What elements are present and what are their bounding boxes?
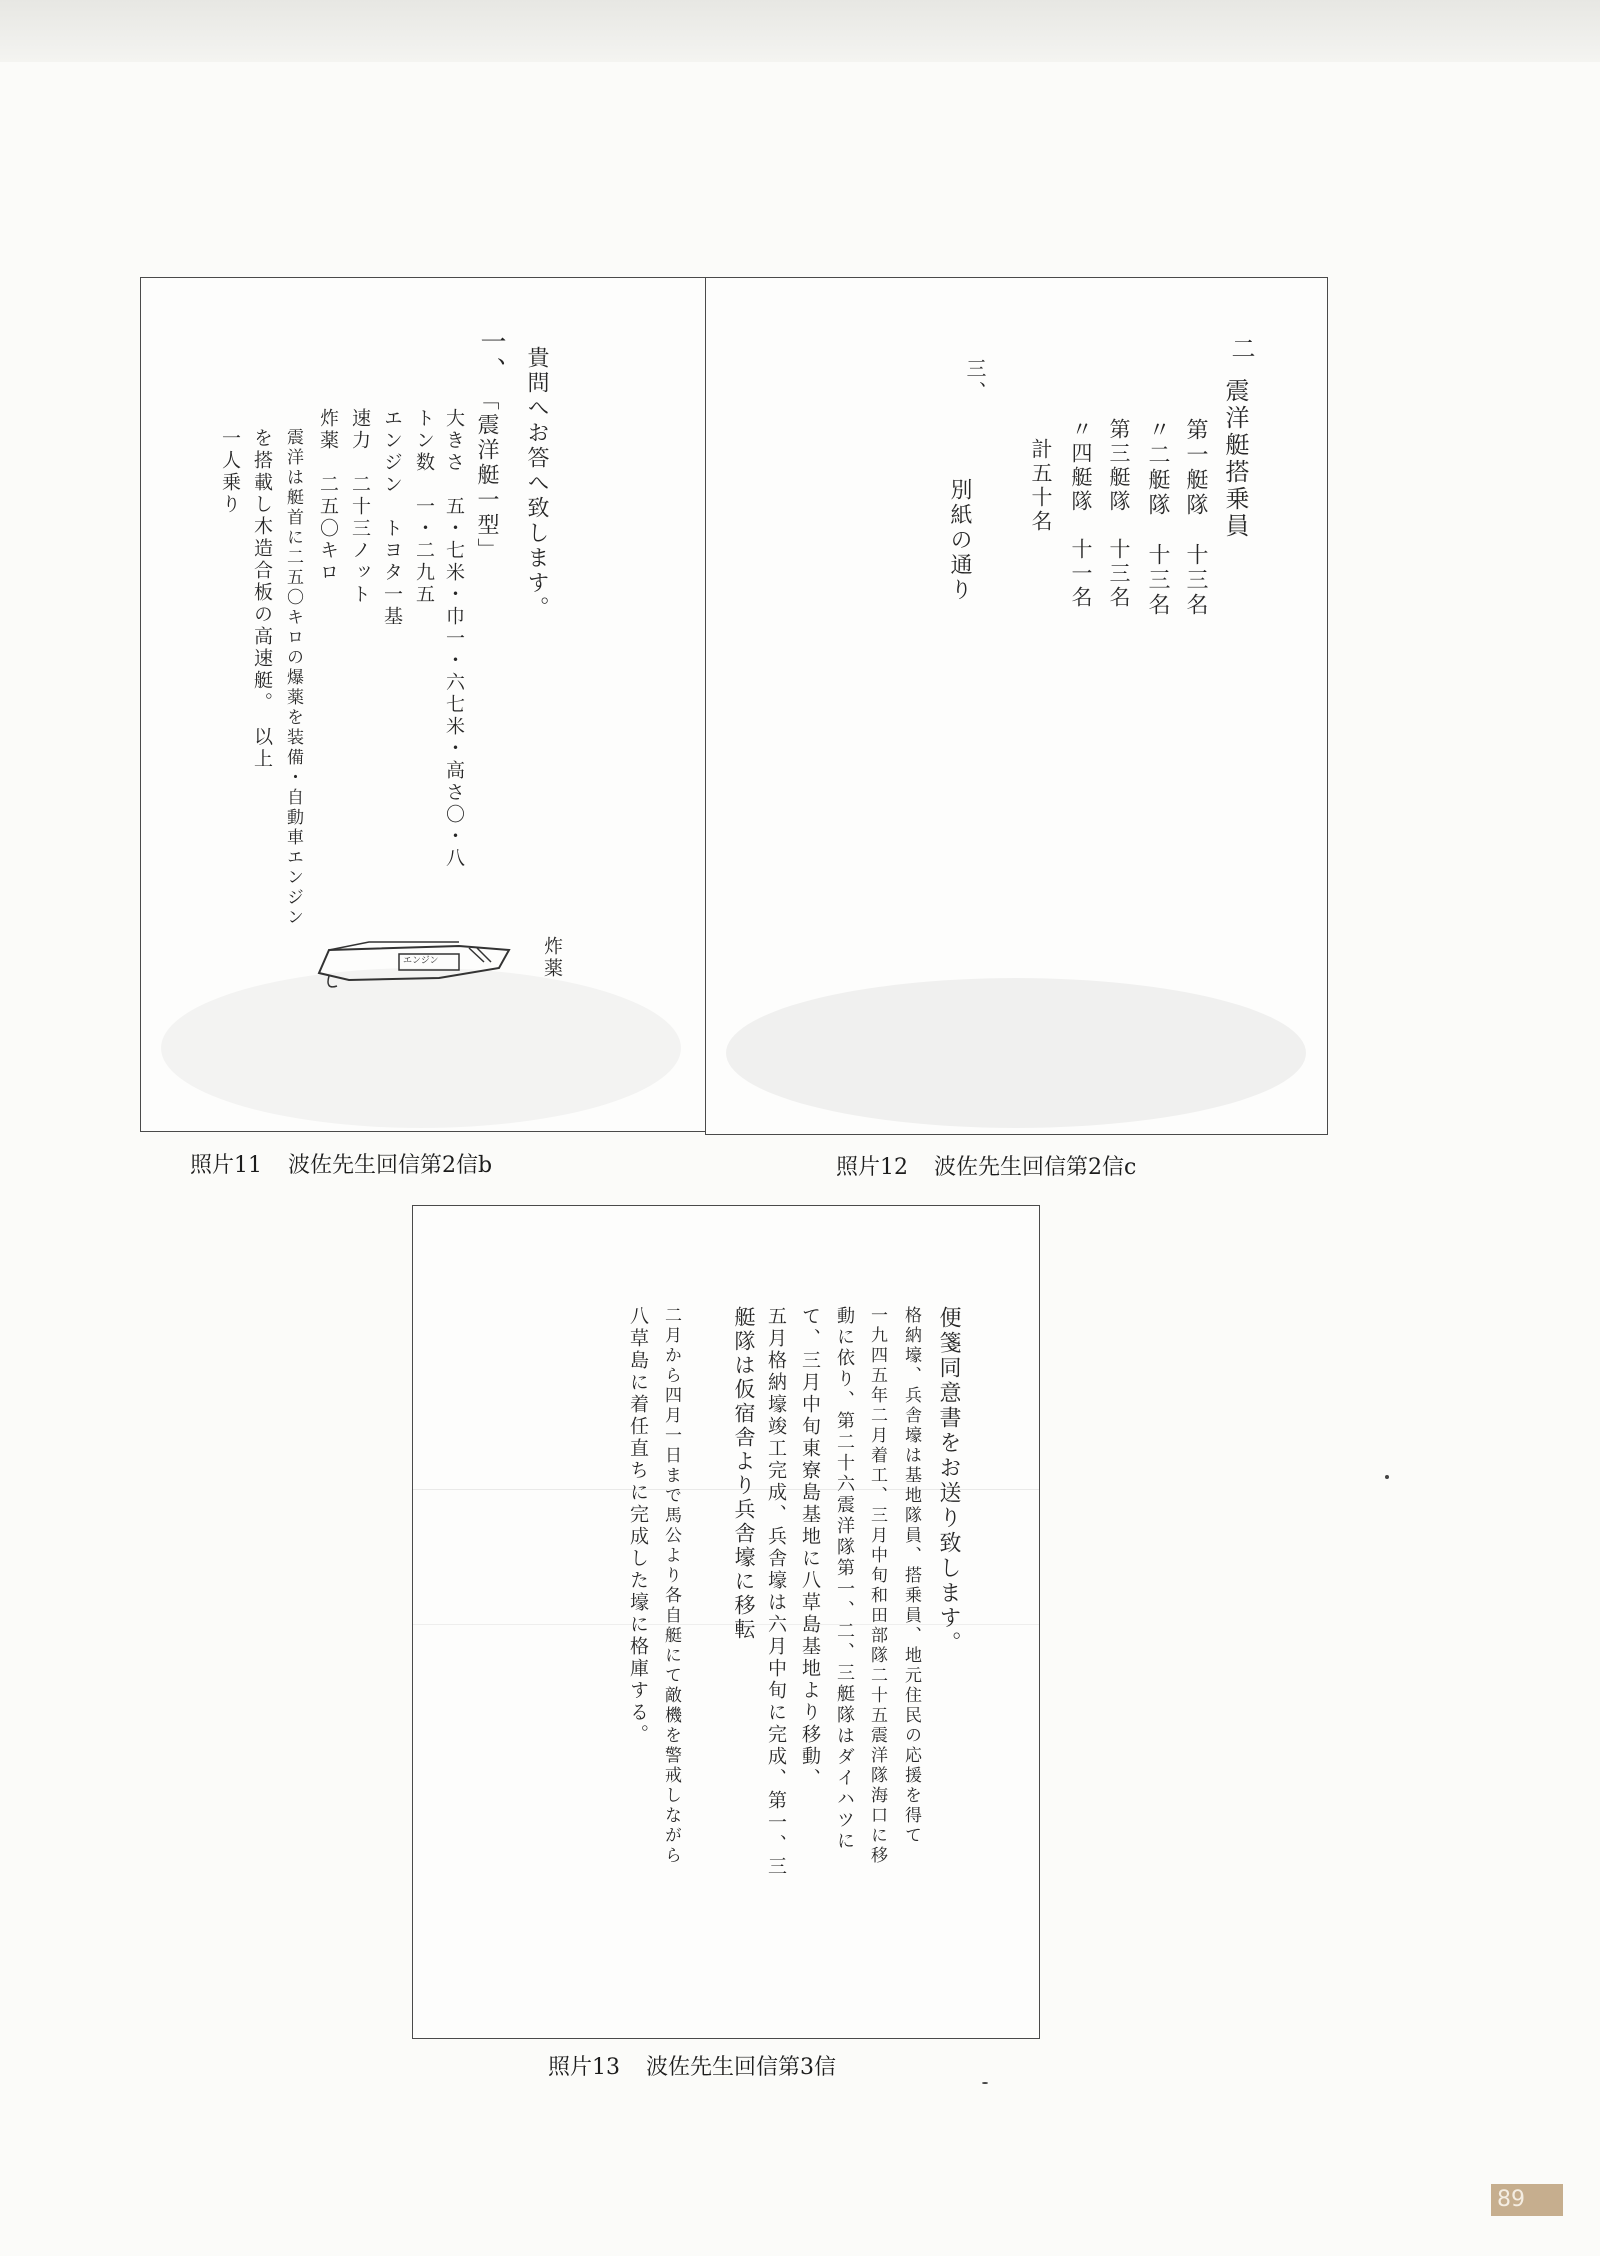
handwritten-line: 二月から四月一日まで馬公より各自艇にて敵機を警戒しながら <box>661 1306 681 1866</box>
handwritten-line: 一、 <box>476 328 506 386</box>
photo-12-caption: 照片12 波佐先生回信第2信c <box>836 1155 1137 1180</box>
photo-13-caption: 照片13 波佐先生回信第3信 <box>548 2055 836 2080</box>
handwritten-line: トン数 一・二九五 <box>413 408 435 606</box>
handwritten-line: エンジン トヨタ一基 <box>381 408 403 628</box>
handwritten-line: て、三月中旬東寮島基地に八草島基地より移動、 <box>799 1306 821 1790</box>
handwritten-line: 震洋艇搭乗員 <box>1221 378 1249 540</box>
handwritten-line: 〃四艇隊 十一名 <box>1069 418 1093 610</box>
handwritten-line: 五月格納壕竣工完成、兵舎壕は六月中旬に完成、第一、三 <box>765 1306 787 1878</box>
page-number: 89 <box>1491 2184 1563 2216</box>
handwritten-line: 〃二艇隊 十三名 <box>1145 418 1170 618</box>
handwritten-line: 二 <box>1227 336 1255 363</box>
photo-11-letter <box>140 277 713 1132</box>
sketch-caption: 炸薬 <box>541 936 563 980</box>
handwritten-line: 三、 <box>963 358 987 404</box>
photo-12-letter <box>705 277 1328 1135</box>
handwritten-line: 第三艇隊 十三名 <box>1107 418 1131 610</box>
sketch-label: エンジン <box>403 956 439 966</box>
handwritten-line: 大きさ 五・七米・巾一・六七米・高さ〇・八 <box>443 408 465 870</box>
handwritten-line: 貴問へお答へ致します。 <box>524 346 549 621</box>
handwritten-line: 別紙の通り <box>947 478 972 603</box>
handwritten-line: 一人乗り <box>219 428 241 516</box>
handwritten-line: 艇隊は仮宿舎より兵舎壕に移転 <box>732 1306 756 1642</box>
handwritten-line: 炸薬 二五〇キロ <box>317 408 339 584</box>
handwritten-line: を搭載し木造合板の高速艇。 以上 <box>251 428 273 771</box>
photo-13-letter <box>412 1205 1040 2039</box>
photo-11-caption: 照片11 波佐先生回信第2信b <box>190 1153 493 1178</box>
handwritten-line: 格納壕、兵舎壕は基地隊員、搭乗員、地元住民の応援を得て <box>901 1306 921 1846</box>
handwritten-line: 震洋は艇首に二五〇キロの爆薬を装備・自動車エンジン <box>283 428 303 928</box>
handwritten-line: 一九四五年二月着工、三月中旬和田部隊二十五震洋隊海口に移 <box>867 1306 887 1866</box>
handwritten-line: 動に依り、第二十六震洋隊第一、二、三艇隊はダイハツに <box>834 1306 855 1852</box>
handwritten-line: 計五十名 <box>1029 438 1053 534</box>
handwritten-line: 第一艇隊 十三名 <box>1183 418 1208 618</box>
scan-top-band <box>0 0 1600 62</box>
handwritten-line: 「震洋艇一型」 <box>474 388 499 563</box>
handwritten-line: 便箋同意書をお送り致します。 <box>936 1306 961 1656</box>
handwritten-line: 八草島に着任直ちに完成した壕に格庫する。 <box>627 1306 649 1746</box>
handwritten-line: 速力 二十三ノット <box>349 408 371 606</box>
